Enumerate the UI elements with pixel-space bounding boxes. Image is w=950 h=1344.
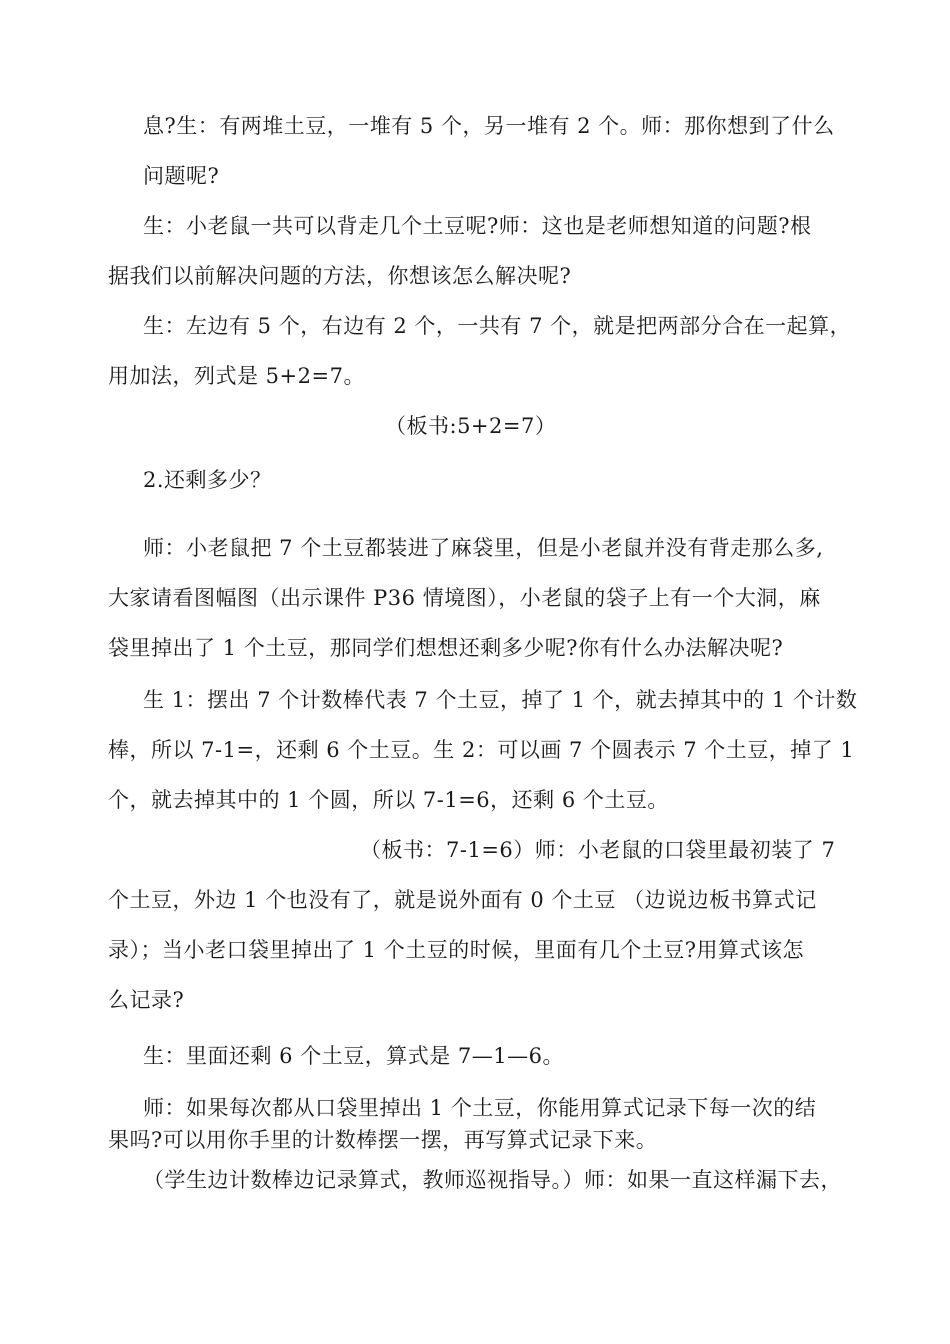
text-line: 大家请看图幅图（出示课件 P36 情境图），小老鼠的袋子上有一个大洞，麻: [108, 586, 821, 610]
text-line: 生 1：摆出 7 个计数棒代表 7 个土豆，掉了 1 个，就去掉其中的 1 个计数: [143, 688, 858, 712]
text-line: 用加法，列式是 5+2=7。: [108, 364, 365, 388]
text-line: （板书:5+2=7）: [385, 414, 557, 438]
text-line: 师：如果每次都从口袋里掉出 1 个土豆，你能用算式记录下每一次的结: [143, 1096, 817, 1120]
text-line: 生：小老鼠一共可以背走几个土豆呢?师：这也是老师想知道的问题?根: [143, 214, 812, 238]
text-line: 个，就去掉其中的 1 个圆，所以 7-1=6，还剩 6 个土豆。: [108, 788, 669, 812]
text-line: （板书：7-1=6）师：小老鼠的口袋里最初装了 7: [360, 838, 836, 862]
text-line: 生：左边有 5 个，右边有 2 个，一共有 7 个，就是把两部分合在一起算，: [143, 314, 852, 338]
text-line: 袋里掉出了 1 个土豆，那同学们想想还剩多少呢?你有什么办法解决呢?: [108, 636, 784, 660]
text-line: 录）；当小老口袋里掉出了 1 个土豆的时候，里面有几个土豆?用算式该怎: [108, 938, 804, 962]
text-line: 生：里面还剩 6 个土豆，算式是 7—1—6。: [143, 1044, 564, 1068]
text-line: 息?生：有两堆土豆，一堆有 5 个，另一堆有 2 个。师：那你想到了什么: [143, 114, 835, 138]
text-line: 棒，所以 7-1=，还剩 6 个土豆。生 2：可以画 7 个圆表示 7 个土豆，掉了 1: [108, 738, 855, 762]
text-line: 据我们以前解决问题的方法，你想该怎么解决呢?: [108, 264, 572, 288]
text-line: 问题呢?: [143, 164, 220, 188]
text-line: 师：小老鼠把 7 个土豆都装进了麻袋里，但是小老鼠并没有背走那么多,: [143, 536, 824, 560]
section-heading: 2.还剩多少？: [143, 468, 272, 492]
text-line: 果吗?可以用你手里的计数棒摆一摆，再写算式记录下来。: [108, 1128, 658, 1152]
text-line: （学生边计数棒边记录算式，教师巡视指导。）师：如果一直这样漏下去，: [143, 1168, 842, 1192]
text-line: 个土豆，外边 1 个也没有了，就是说外面有 0 个土豆 （边说边板书算式记: [108, 888, 817, 912]
text-line: 么记录?: [108, 988, 185, 1012]
